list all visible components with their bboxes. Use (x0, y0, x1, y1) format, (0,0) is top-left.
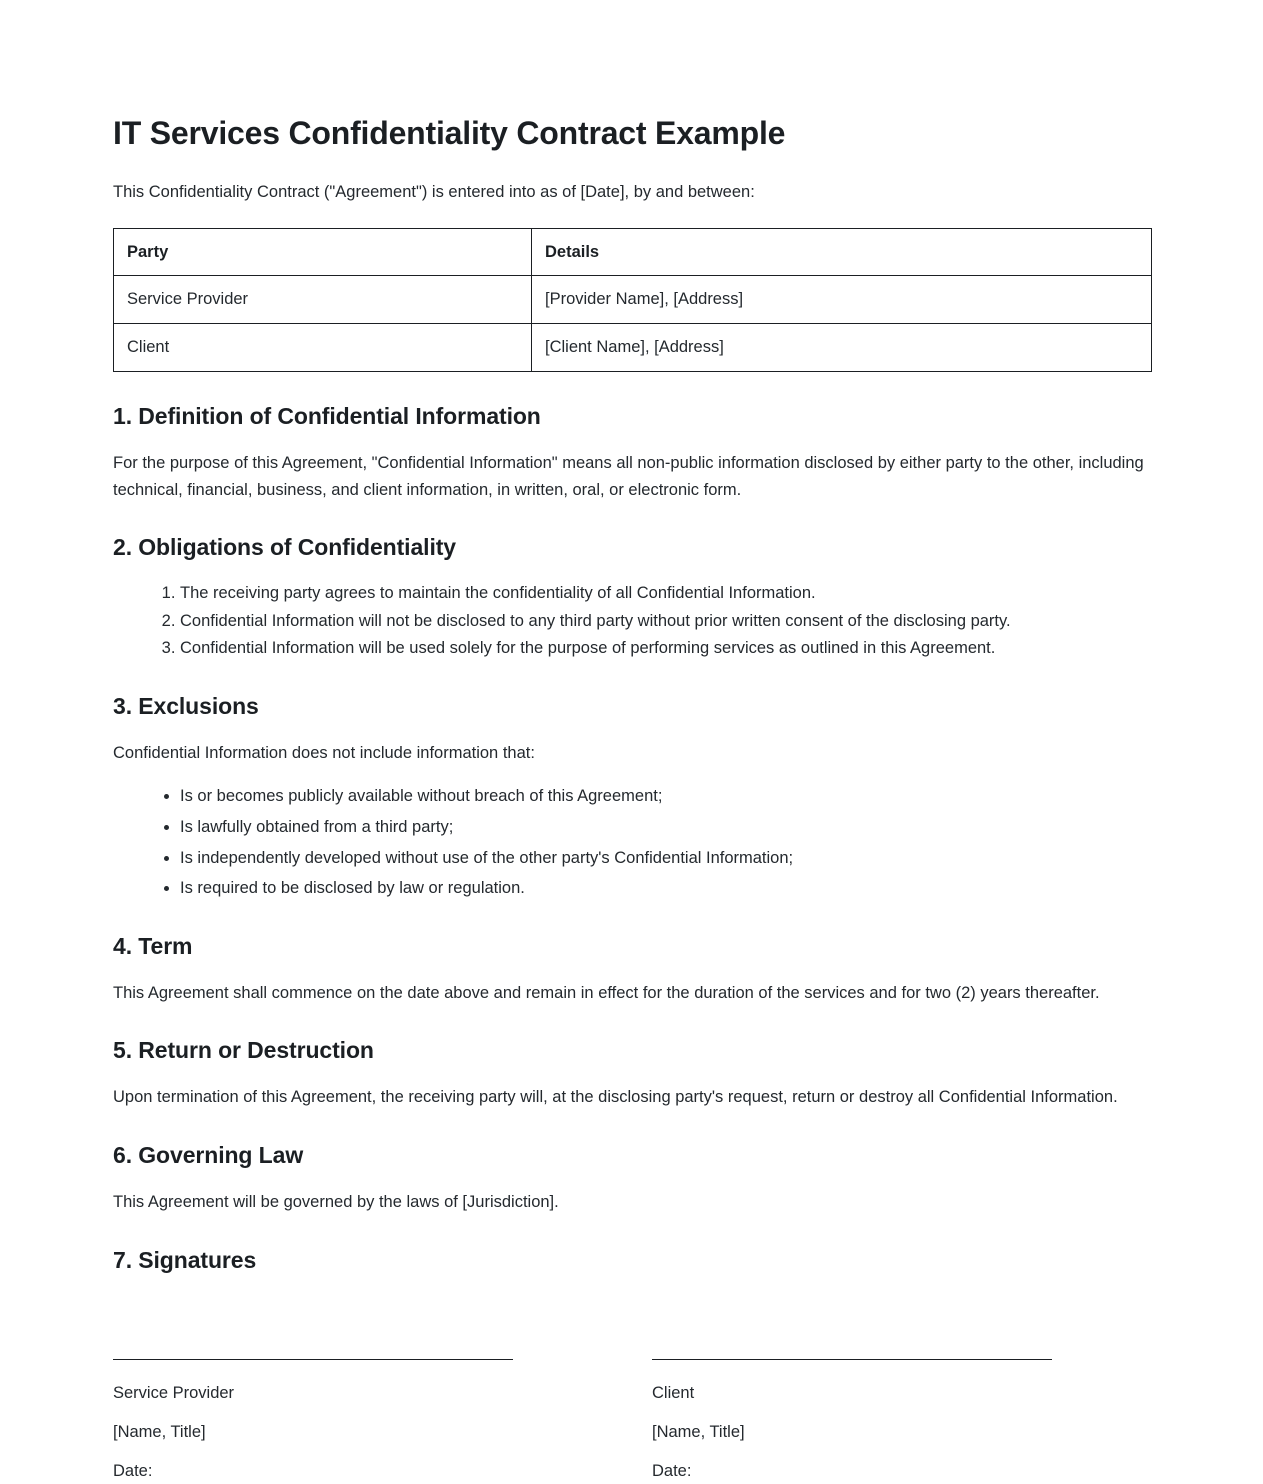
table-header-party: Party (114, 228, 532, 276)
list-item: • Is independently developed without use of the other party's Confidential Information; (180, 846, 1151, 872)
signature-area (113, 1359, 1151, 1484)
section-paragraph-definition: For the purpose of this Agreement, "Confidential Information" means all non-public information disclosed by either party to the other, including technical, financial, business, and client information, in written, oral, or electronic form. (113, 453, 1144, 499)
list-item: • Is required to be disclosed by law or regulation. (180, 876, 1151, 902)
signature-block-client (652, 1359, 1052, 1484)
exclusions-list (113, 784, 1151, 901)
signature-date-client: Date: (652, 1461, 692, 1480)
list-item: • Is lawfully obtained from a third party; (180, 815, 1151, 841)
section-heading-signatures: 7. Signatures (113, 1246, 257, 1273)
table-cell-details: [Client Name], [Address] (532, 324, 1152, 372)
signature-name-title-provider: [Name, Title] (113, 1423, 206, 1442)
page-title: IT Services Confidentiality Contract Example (113, 115, 786, 151)
table-cell-party: Service Provider (114, 276, 532, 324)
section-paragraph-term: This Agreement shall commence on the date above and remain in effect for the duration of the services and for two (2) years thereafter. (113, 983, 1100, 1002)
table-cell-details: [Provider Name], [Address] (532, 276, 1152, 324)
signature-role-provider: Service Provider (113, 1384, 235, 1403)
list-item: 2. Confidential Information will not be disclosed to any third party without prior written consent of the disclosing party. (180, 609, 1151, 635)
signature-block-provider (113, 1359, 513, 1484)
intro-paragraph: This Confidentiality Contract ("Agreement") is entered into as of [Date], by and between: (113, 183, 755, 201)
section-heading-return-destruction: 5. Return or Destruction (113, 1037, 374, 1064)
section-paragraph-return-destruction: Upon termination of this Agreement, the receiving party will, at the disclosing party's request, return or destroy all Confidential Information. (113, 1088, 1118, 1107)
section-heading-governing-law: 6. Governing Law (113, 1141, 304, 1168)
signature-name-title-client: [Name, Title] (652, 1423, 745, 1442)
table-row (114, 324, 1152, 372)
section-heading-exclusions: 3. Exclusions (113, 692, 259, 719)
table-header-details: Details (532, 228, 1152, 276)
list-item: • Is or becomes publicly available without breach of this Agreement; (180, 784, 1151, 810)
party-details-table (113, 228, 1152, 372)
signature-line-provider (113, 1359, 513, 1360)
signature-date-provider: Date: (113, 1461, 153, 1480)
signature-line-client (652, 1359, 1052, 1360)
section-paragraph-exclusions: Confidential Information does not include information that: (113, 743, 535, 762)
table-header-row (114, 228, 1152, 276)
signature-role-client: Client (652, 1384, 695, 1403)
table-cell-party: Client (114, 324, 532, 372)
section-paragraph-governing-law: This Agreement will be governed by the laws of [Jurisdiction]. (113, 1192, 559, 1211)
section-heading-obligations: 2. Obligations of Confidentiality (113, 534, 456, 561)
table-row (114, 276, 1152, 324)
list-item: 3. Confidential Information will be used solely for the purpose of performing services as outlined in this Agreement. (180, 636, 1151, 662)
section-heading-definition: 1. Definition of Confidential Information (113, 402, 541, 429)
list-item: 1. The receiving party agrees to maintain the confidentiality of all Confidential Information. (180, 581, 1151, 607)
section-heading-term: 4. Term (113, 932, 193, 959)
obligations-list (113, 581, 1151, 662)
